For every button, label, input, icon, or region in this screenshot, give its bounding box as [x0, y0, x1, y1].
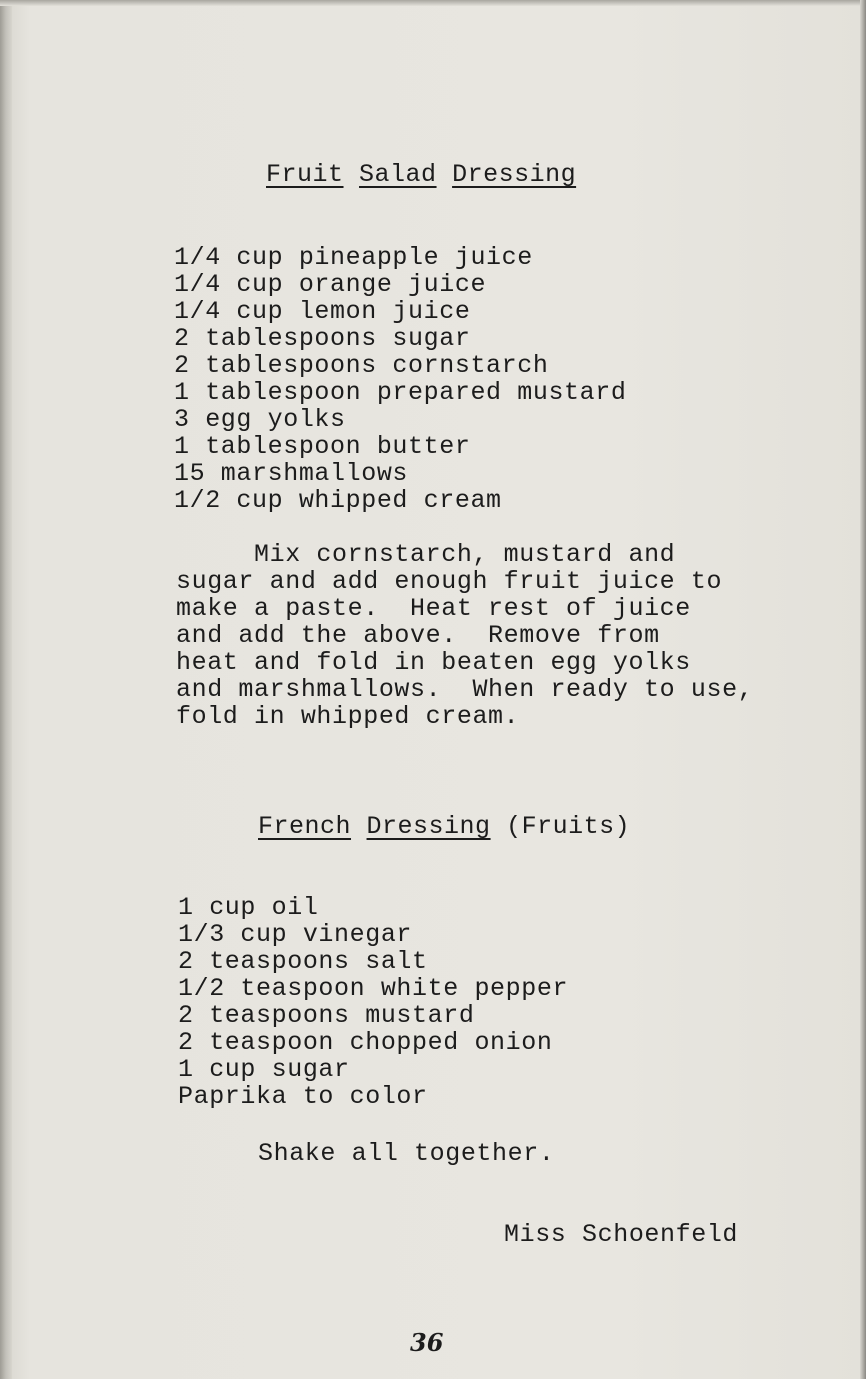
- fruit-salad-ingredient-list: [174, 244, 626, 514]
- instruction-line: and add the above. Remove from: [176, 621, 660, 650]
- fruit-salad-instructions: [176, 541, 753, 730]
- contributor-name: Miss Schoenfeld: [504, 1220, 739, 1249]
- instruction-line: make a paste. Heat rest of juice: [176, 594, 691, 623]
- ingredient-item: 1/4 cup pineapple juice: [174, 243, 533, 272]
- ingredient-item: Paprika to color: [178, 1082, 428, 1111]
- title-word: French: [258, 812, 352, 841]
- title-word: Fruit: [266, 160, 344, 189]
- ingredient-item: 2 tablespoons cornstarch: [174, 351, 549, 380]
- ingredient-item: 1 tablespoon prepared mustard: [174, 378, 627, 407]
- ingredient-item: 1/4 cup orange juice: [174, 270, 487, 299]
- ingredient-item: 2 tablespoons sugar: [174, 324, 471, 353]
- title-word: Salad: [359, 160, 437, 189]
- ingredient-item: 2 teaspoon chopped onion: [178, 1028, 553, 1057]
- instruction-line: Mix cornstarch, mustard and: [176, 540, 676, 569]
- ingredient-item: 2 teaspoons salt: [178, 947, 428, 976]
- page-binding-edge: [0, 0, 12, 1379]
- ingredient-item: 1/2 cup whipped cream: [174, 486, 502, 515]
- ingredient-item: 1 tablespoon butter: [174, 432, 471, 461]
- ingredient-item: 15 marshmallows: [174, 459, 409, 488]
- ingredient-item: 1 cup sugar: [178, 1055, 350, 1084]
- title-word: Dressing: [366, 812, 491, 841]
- instruction-line: and marshmallows. When ready to use,: [176, 675, 754, 704]
- ingredient-item: 3 egg yolks: [174, 405, 346, 434]
- instruction-line: fold in whipped cream.: [176, 702, 520, 731]
- french-dressing-ingredient-list: [178, 894, 568, 1110]
- title-word: Dressing: [452, 160, 577, 189]
- instruction-line: heat and fold in beaten egg yolks: [176, 648, 691, 677]
- ingredient-item: 1/4 cup lemon juice: [174, 297, 471, 326]
- ingredient-item: 1/3 cup vinegar: [178, 920, 413, 949]
- instruction-line: sugar and add enough fruit juice to: [176, 567, 723, 596]
- ingredient-item: 1 cup oil: [178, 893, 319, 922]
- french-dressing-instructions: Shake all together.: [258, 1139, 555, 1168]
- page-number: 36: [410, 1328, 444, 1357]
- title-suffix: (Fruits): [506, 812, 631, 841]
- recipe-title-french-dressing: [258, 812, 630, 841]
- recipe-title-fruit-salad-dressing: [266, 160, 576, 189]
- page-top-edge: [0, 0, 866, 6]
- ingredient-item: 1/2 teaspoon white pepper: [178, 974, 569, 1003]
- ingredient-item: 2 teaspoons mustard: [178, 1001, 475, 1030]
- page-right-edge: [860, 0, 866, 1379]
